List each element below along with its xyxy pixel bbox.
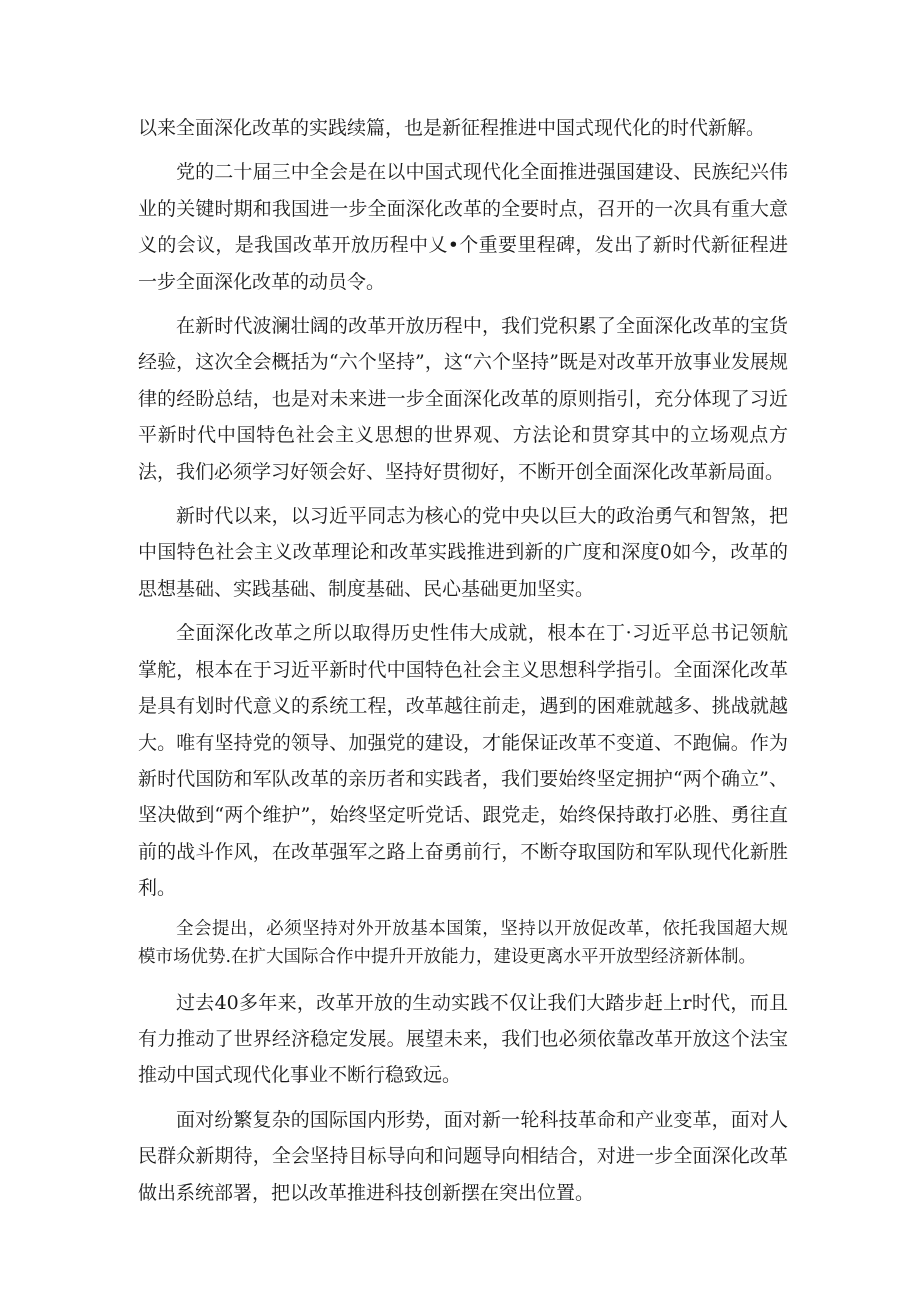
paragraph-4: 新时代以来，以习近平同志为核心的党中央以巨大的政治勇气和智煞，把中国特色社会主义改革理论和改革实践推进到新的广度和深度0如今，改革的思想基础、实践基础、制度基础、民心基础更加坚实。 [138, 505, 788, 600]
document-body [138, 110, 788, 1219]
paragraph-1: 以来全面深化改革的实践续篇，也是新征程推进中国式现代化的时代新解。 [138, 117, 766, 139]
paragraph-8: 面对纷繁复杂的国际国内形势，面对新一轮科技革命和产业变革，面对人民群众新期待，全会坚持目标导向和问题导向相结合，对进一步全面深化改革做出系统部署，把以改革推进科技创新摆在突出位置。 [138, 1108, 788, 1204]
paragraph-3: 在新时代波澜壮阔的改革开放历程中，我们党积累了全面深化改革的宝货经验，这次全会概括为“六个坚持”，这“六个坚持”既是对改革开放事业发展规律的经盼总结，也是对未来进一步全面深化改革的原则指引，充分体现了习近平新时代中国特色社会主义思想的世界观、方法论和贯穿其中的立场观点方法，我们必须学习好领会好、坚持好贯彻好，不断开创全面深化改革新局面。 [138, 315, 788, 483]
paragraph-5: 全面深化改革之所以取得历史性伟大成就，根本在丁·习近平总书记领航掌舵，根本在于习近平新时代中国特色社会主义思想科学指引。全面深化改革是具有划时代意义的系统工程，改革越往前走，遇到的困难就越多、挑战就越大。唯有坚持党的领导、加强党的建设，才能保证改革不变道、不跑偏。作为新时代国防和军队改革的亲历者和实践者，我们要始终坚定拥护“两个确立”、坚决做到“两个维护”，始终坚定听党话、跟党走，始终保持敢打必胜、勇往直前的战斗作风，在改革强军之路上奋勇前行，不断夺取国防和军队现代化新胜利。 [138, 622, 788, 900]
paragraph-7: 过去40多年来，改革开放的生动实践不仅让我们大踏步赶上r时代，而且有力推动了世界经济稳定发展。展望未来，我们也必须依靠改革开放这个法宝推动中国式现代化事业不断行稳致远。 [138, 991, 788, 1087]
paragraph-2: 党的二十届三中全会是在以中国式现代化全面推进强国建设、民族纪兴伟业的关键时期和我国进一步全面深化改革的全要时点，召开的一次具有重大意义的会议，是我国改革开放历程中乂•个重要里程碑，发出了新时代新征程进一步全面深化改革的动员令。 [138, 161, 788, 293]
paragraph-6: 全会提出，必须坚持对外开放基本国策，坚持以开放促改革，依托我国超大规模市场优势.在扩大国际合作中提升开放能力，建设更离水平开放型经济新体制。 [138, 918, 788, 967]
